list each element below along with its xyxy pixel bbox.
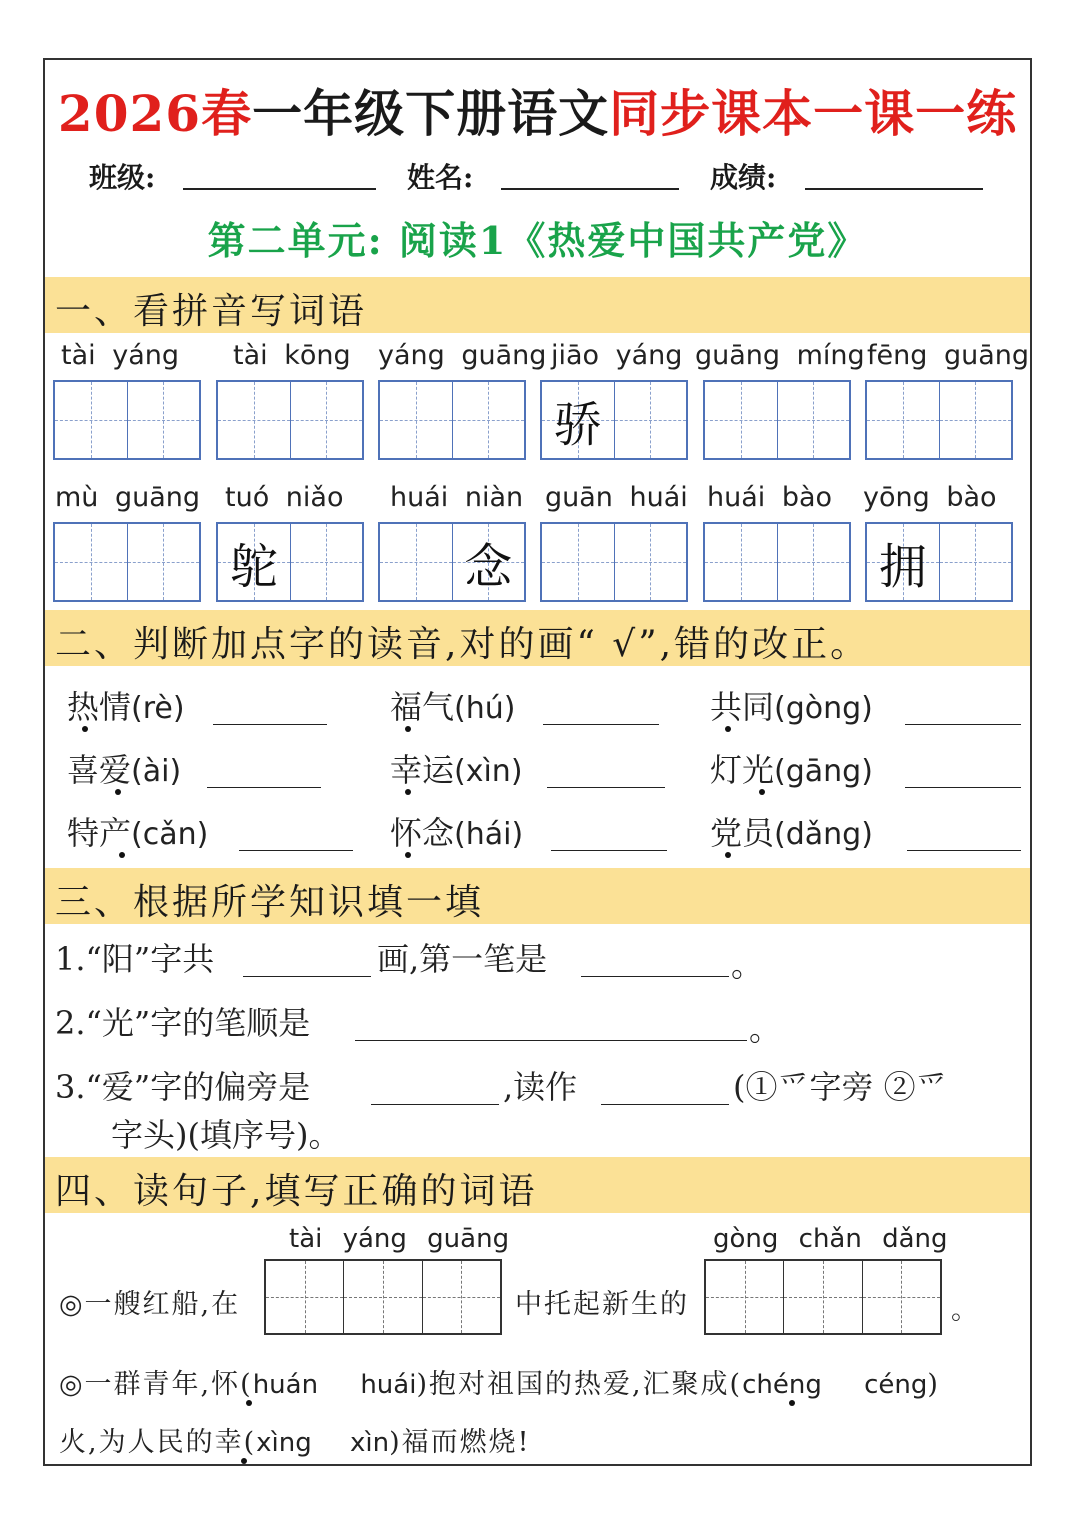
question-3-part-a: 3.“爱”字的偏旁是 <box>55 1068 311 1106</box>
judge-word: 喜爱 <box>67 751 132 789</box>
title-grade: 一年级下册语文 <box>252 84 610 143</box>
emphasis-dot <box>759 789 765 795</box>
emphasis-dot <box>405 852 411 858</box>
pinyin-label: gòng chǎn dǎng <box>713 1224 948 1254</box>
pinyin-label: mù guāng <box>55 482 201 513</box>
pinyin-label: yōng bào <box>863 482 997 513</box>
pinyin-label: tài kōng <box>233 340 351 371</box>
grid-cell[interactable] <box>290 382 363 458</box>
section1-header <box>45 277 1030 333</box>
grid-cell[interactable] <box>783 1261 861 1333</box>
judge-pinyin: (gāng) <box>774 754 873 789</box>
grid-cell[interactable] <box>266 1261 343 1333</box>
judge-item <box>710 682 873 728</box>
judge-item <box>390 808 523 854</box>
section4-title: 四、读句子,填写正确的词语 <box>55 1171 538 1212</box>
score-label: 成绩: <box>710 161 777 194</box>
answer-box[interactable] <box>540 522 688 602</box>
worksheet <box>43 58 1032 1466</box>
score-field[interactable] <box>805 188 983 190</box>
judge-pinyin: (xìn) <box>454 754 523 789</box>
judge-item <box>710 745 873 791</box>
emphasis-dot <box>119 852 125 858</box>
judge-pinyin: (hú) <box>454 691 516 726</box>
answer-line[interactable] <box>551 850 667 851</box>
grid-cell[interactable] <box>218 524 290 600</box>
judge-word: 热情 <box>67 688 132 726</box>
pinyin-label: fēng guāng <box>867 340 1029 371</box>
pinyin-label: tuó niǎo <box>225 482 344 513</box>
answer-line[interactable] <box>239 850 353 851</box>
judge-word: 共同 <box>710 688 775 726</box>
emphasis-dot <box>246 1400 252 1406</box>
emphasis-dot <box>405 789 411 795</box>
answer-box[interactable] <box>378 380 526 460</box>
emphasis-dot <box>115 789 121 795</box>
section1-title: 一、看拼音写词语 <box>55 291 368 332</box>
answer-box[interactable] <box>540 380 688 460</box>
answer-box[interactable] <box>216 380 364 460</box>
grid-cell[interactable] <box>452 382 525 458</box>
grid-cell[interactable] <box>614 382 687 458</box>
class-label: 班级: <box>89 161 156 194</box>
grid-cell[interactable] <box>705 524 777 600</box>
pinyin-label: jiāo yáng <box>551 340 683 371</box>
pinyin-label: huái bào <box>707 482 833 513</box>
section3-title: 三、根据所学知识填一填 <box>55 882 485 923</box>
grid-cell[interactable] <box>343 1261 421 1333</box>
answer-box[interactable] <box>53 522 201 602</box>
judge-pinyin: (hái) <box>454 817 524 852</box>
judge-pinyin: (rè) <box>131 691 185 726</box>
judge-item <box>67 808 208 854</box>
judge-word: 特产 <box>67 814 132 852</box>
section2-header <box>45 610 1030 666</box>
title-series: 同步课本一课一练 <box>609 84 1018 143</box>
answer-box[interactable] <box>216 522 364 602</box>
unit-title: 第二单元: 阅读1《热爱中国共产党》 <box>207 218 868 263</box>
grid-cell[interactable] <box>380 382 452 458</box>
pinyin-option[interactable]: huán huái <box>252 1370 417 1400</box>
answer-box[interactable] <box>865 380 1013 460</box>
question-1-part-a: 1.“阳”字共 <box>55 940 215 978</box>
grid-cell[interactable] <box>380 524 452 600</box>
question-1-part-b: 画,第一笔是 <box>377 940 548 978</box>
sentence-1-part-b: 中托起新生的 <box>515 1289 689 1320</box>
answer-box[interactable] <box>53 380 201 460</box>
emphasis-dot <box>725 726 731 732</box>
pinyin-label: yáng guāng <box>378 340 547 371</box>
judge-item <box>390 682 515 728</box>
class-field[interactable] <box>183 188 376 190</box>
sentence-1-part-c: 。 <box>951 1295 980 1326</box>
hint-char: 念 <box>464 539 513 595</box>
hint-char: 骄 <box>553 397 602 453</box>
judge-item <box>390 745 523 791</box>
sentence-2 <box>59 1362 940 1401</box>
grid-cell[interactable] <box>452 524 525 600</box>
section3-header <box>45 868 1030 924</box>
grid-cell[interactable] <box>218 382 290 458</box>
pinyin-label: tài yáng <box>61 340 179 371</box>
name-label: 姓名: <box>407 161 474 194</box>
grid-cell[interactable] <box>867 524 939 600</box>
answer-line[interactable] <box>905 787 1021 788</box>
emphasis-dot <box>789 1400 795 1406</box>
answer-line[interactable] <box>355 1040 747 1041</box>
pinyin-option[interactable]: chéng céng <box>742 1370 928 1400</box>
emphasis-dot <box>405 726 411 732</box>
answer-line[interactable] <box>543 724 659 725</box>
answer-line[interactable] <box>601 1104 729 1105</box>
answer-line[interactable] <box>547 787 665 788</box>
hint-char: 拥 <box>878 539 927 595</box>
answer-box[interactable] <box>865 522 1013 602</box>
answer-box[interactable] <box>704 1259 942 1335</box>
judge-pinyin: (ài) <box>131 754 182 789</box>
pinyin-label: tài yáng guāng <box>289 1224 510 1254</box>
answer-line[interactable] <box>243 976 371 977</box>
sentence-3-part-a: 火,为人民的幸( <box>59 1427 257 1458</box>
grid-cell[interactable] <box>705 382 777 458</box>
pinyin-label: guāng míng <box>695 340 865 371</box>
answer-box[interactable] <box>703 522 851 602</box>
grid-cell[interactable] <box>939 524 1012 600</box>
question-3-part-b: ,读作 <box>503 1068 578 1106</box>
grid-cell[interactable] <box>777 524 850 600</box>
answer-line[interactable] <box>371 1104 499 1105</box>
sentence-3 <box>59 1420 530 1459</box>
answer-line[interactable] <box>207 787 321 788</box>
question-2-part-a: 2.“光”字的笔顺是 <box>55 1004 311 1042</box>
sentence-2-part-c: ) <box>927 1369 940 1400</box>
pinyin-option[interactable]: xìng xìn <box>256 1428 390 1458</box>
judge-item <box>67 682 185 728</box>
sentence-1-part-a: ◎一艘红船,在 <box>59 1289 241 1320</box>
sentence-3-part-b: )福而燃烧! <box>389 1427 531 1458</box>
question-3-part-d: 字头)(填序号)。 <box>111 1116 341 1154</box>
grid-cell[interactable] <box>939 382 1012 458</box>
sentence-2-part-a: ◎一群青年,怀( <box>59 1369 253 1400</box>
answer-box[interactable] <box>378 522 526 602</box>
grid-cell[interactable] <box>127 524 200 600</box>
answer-line[interactable] <box>213 724 327 725</box>
grid-cell[interactable] <box>55 524 127 600</box>
emphasis-dot <box>725 852 731 858</box>
judge-word: 党员 <box>710 814 775 852</box>
judge-word: 怀念 <box>390 814 455 852</box>
grid-cell[interactable] <box>422 1261 500 1333</box>
grid-cell[interactable] <box>127 382 200 458</box>
grid-cell[interactable] <box>542 524 614 600</box>
grid-cell[interactable] <box>777 382 850 458</box>
grid-cell[interactable] <box>614 524 687 600</box>
section4-header <box>45 1157 1030 1213</box>
sentence-2-part-b: )抱对祖国的热爱,汇聚成( <box>416 1369 743 1400</box>
judge-word: 福气 <box>390 688 455 726</box>
answer-line[interactable] <box>905 724 1021 725</box>
pinyin-label: huái niàn <box>390 482 524 513</box>
answer-box[interactable] <box>264 1259 502 1335</box>
judge-word: 幸运 <box>390 751 455 789</box>
emphasis-dot <box>82 726 88 732</box>
judge-word: 灯光 <box>710 751 775 789</box>
grid-cell[interactable] <box>862 1261 940 1333</box>
judge-pinyin: (gòng) <box>774 691 873 726</box>
answer-line[interactable] <box>581 976 729 977</box>
name-field[interactable] <box>501 188 679 190</box>
question-1-part-c: 。 <box>731 946 764 984</box>
judge-item <box>710 808 873 854</box>
grid-cell[interactable] <box>542 382 614 458</box>
grid-cell[interactable] <box>706 1261 783 1333</box>
grid-cell[interactable] <box>55 382 127 458</box>
page-title <box>45 74 1030 146</box>
judge-item <box>67 745 181 791</box>
judge-pinyin: (dǎng) <box>774 817 873 852</box>
pinyin-label: guān huái <box>545 482 688 513</box>
hint-char: 鸵 <box>229 539 278 595</box>
judge-pinyin: (cǎn) <box>131 817 209 852</box>
section2-title: 二、判断加点字的读音,对的画“ √”,错的改正。 <box>55 624 870 665</box>
emphasis-dot <box>241 1458 247 1464</box>
title-year: 2026春 <box>57 84 253 143</box>
answer-box[interactable] <box>703 380 851 460</box>
answer-line[interactable] <box>907 850 1021 851</box>
question-3-part-c: (①爫字旁 ②爫 <box>733 1068 948 1106</box>
question-2-part-b: 。 <box>749 1010 782 1048</box>
grid-cell[interactable] <box>290 524 363 600</box>
grid-cell[interactable] <box>867 382 939 458</box>
